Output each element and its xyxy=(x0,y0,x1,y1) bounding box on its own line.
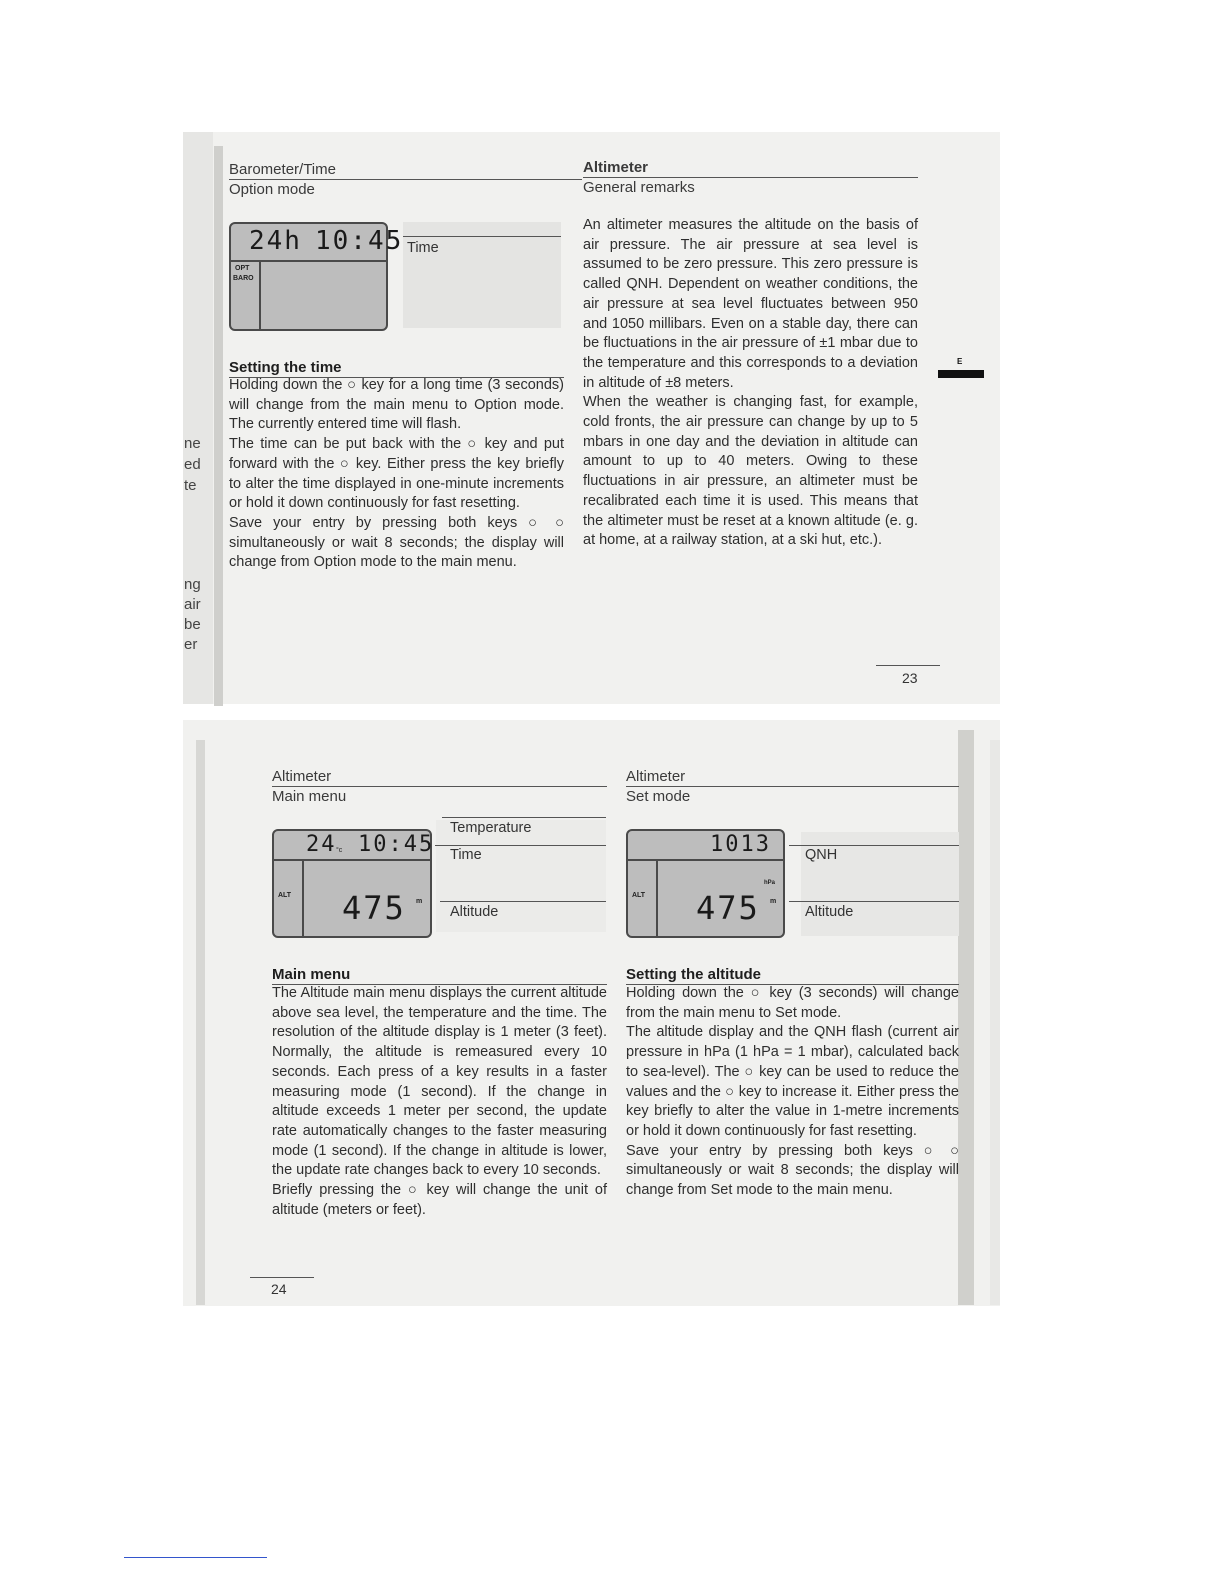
display-divider xyxy=(656,859,658,936)
label-rule xyxy=(440,901,606,902)
header-subtitle: Set mode xyxy=(626,788,691,805)
header-subtitle: General remarks xyxy=(583,179,695,196)
page-number: 24 xyxy=(271,1281,287,1297)
page-header xyxy=(229,160,582,199)
label-rule xyxy=(435,845,606,846)
indicator-alt: ALT xyxy=(632,892,646,899)
watch-display-main-menu xyxy=(272,829,435,938)
binding-shadow-right xyxy=(958,730,974,1305)
display-divider xyxy=(302,859,304,936)
header-title: Altimeter xyxy=(626,768,686,785)
footer-link-underline[interactable] xyxy=(124,1557,267,1558)
page-header xyxy=(626,767,959,806)
header-subtitle: Option mode xyxy=(229,181,315,198)
display-altitude: 475 xyxy=(342,889,406,927)
section-tab-label: E xyxy=(957,357,963,366)
paragraph: The Altitude main menu displays the current altitude above sea level, the temperature and the time. The resolution of the altitude display is 1 meter (3 feet). Normally, the altitude is remeasured every 10 seconds. Each press of a key results in a faster measuring mode (1 second). If the change in altitude exceeds 1 meter per second, the update rate automatically changes to the faster measuring mode (1 second). If the change in altitude is lower, the update rate changes back to every 10 seconds. xyxy=(272,985,607,1179)
section-heading: Main menu xyxy=(272,966,351,983)
label-altitude: Altitude xyxy=(450,904,499,920)
show-through-shadow xyxy=(403,222,561,328)
paragraph: The altitude display and the QNH flash (current air pressure in hPa (1 hPa = 1 mbar), calculated back to sea-level). The ○ key can be used to reduce the values and the ○ key to increase it. Either press the key briefly to alter the value in 1-metre increments or hold it down continuously for fast resetting. xyxy=(626,1024,959,1139)
body-text xyxy=(272,984,607,1220)
binding-shadow-top xyxy=(214,146,223,706)
label-rule xyxy=(403,236,561,237)
indicator-opt: OPT xyxy=(235,265,250,272)
edge-fragment: er xyxy=(184,636,198,653)
paragraph: Briefly pressing the ○ key will change the unit of altitude (meters or feet). xyxy=(272,1182,607,1218)
page-header xyxy=(583,158,918,197)
paragraph: When the weather is changing fast, for example, cold fronts, the air pressure can change by up to 5 mbars in one day and the deviation in altitude can amount to up to 40 meters. Owing to these fluctuations in air pressure, an altimeter must be recalibrated each time it is used. This means that the altimeter must be reset at a known altitude (e. g. at home, at a railway station, at a ski hut, etc.). xyxy=(583,394,918,549)
label-time: Time xyxy=(450,847,482,863)
section-tab xyxy=(938,370,984,378)
label-rule xyxy=(789,901,959,902)
indicator-alt: ALT xyxy=(278,892,292,899)
page-number-rule xyxy=(250,1277,314,1278)
edge-fragment: ne xyxy=(184,435,201,452)
display-mode: 24h xyxy=(249,226,302,256)
body-text xyxy=(583,216,918,551)
label-altitude: Altitude xyxy=(805,904,854,920)
paragraph: Holding down the ○ key (3 seconds) will change from the main menu to Set mode. xyxy=(626,985,959,1021)
paragraph: Save your entry by pressing both keys ○ ○ simultaneously or wait 8 seconds; the display will change from Option mode to the main menu. xyxy=(229,514,564,571)
body-text xyxy=(626,984,959,1201)
display-qnh: 1013 xyxy=(710,832,771,857)
altitude-unit: m xyxy=(416,898,423,905)
display-divider xyxy=(259,260,261,329)
body-text xyxy=(229,376,564,573)
page-header xyxy=(272,767,607,806)
paragraph: An altimeter measures the altitude on the basis of air pressure. The air pressure at sea level is assumed to be zero pressure. This zero pressure is called QNH. Dependent on weather conditions, the air pressure at sea level fluctuates between 950 and 1050 millibars. Even on a stable day, there can be fluctuations in the air pressure of ±1 mbar due to the temperature and this corresponds to a deviation in altitude of ±8 meters. xyxy=(583,217,918,391)
paragraph: The time can be put back with the ○ key and put forward with the ○ key. Either press the key briefly to alter the time displayed in one-minute increments or hold it down continuously for fast resetting. xyxy=(229,436,564,512)
qnh-unit: hPa xyxy=(764,880,776,886)
paragraph: Holding down the ○ key for a long time (3 seconds) will change from the main menu to Option mode. The currently entered time will flash. xyxy=(229,377,564,433)
display-altitude: 475 xyxy=(696,889,760,927)
display-temperature: 24 xyxy=(306,832,337,857)
section-heading: Setting the time xyxy=(229,359,342,376)
label-rule xyxy=(442,817,606,818)
edge-fragment: te xyxy=(184,477,197,494)
watch-display-option-mode xyxy=(229,222,404,331)
header-title: Altimeter xyxy=(583,159,649,176)
label-qnh: QNH xyxy=(805,847,838,863)
label-time: Time xyxy=(407,240,439,256)
next-page-strip xyxy=(990,740,1000,1305)
indicator-baro: BARO xyxy=(233,275,254,282)
temperature-unit: °c xyxy=(336,847,343,854)
header-title: Altimeter xyxy=(272,768,332,785)
label-temperature: Temperature xyxy=(450,820,532,836)
altitude-unit: m xyxy=(770,898,777,905)
watch-display-set-mode xyxy=(626,829,785,938)
edge-fragment: air xyxy=(184,596,201,613)
binding-shadow-bottom xyxy=(196,740,205,1305)
page-number: 23 xyxy=(902,670,918,686)
label-rule xyxy=(789,845,959,846)
edge-fragment: ng xyxy=(184,576,201,593)
display-time: 10:45 xyxy=(358,832,435,857)
header-subtitle: Main menu xyxy=(272,788,347,805)
display-time: 10:45 xyxy=(315,226,404,256)
section-heading: Setting the altitude xyxy=(626,966,761,983)
edge-fragment: be xyxy=(184,616,201,633)
paragraph: Save your entry by pressing both keys ○ ○ simultaneously or wait 8 seconds; the display will change from Set mode to the main menu. xyxy=(626,1142,959,1199)
edge-fragment: ed xyxy=(184,456,201,473)
page-number-rule xyxy=(876,665,940,666)
header-title: Barometer/Time xyxy=(229,161,336,178)
